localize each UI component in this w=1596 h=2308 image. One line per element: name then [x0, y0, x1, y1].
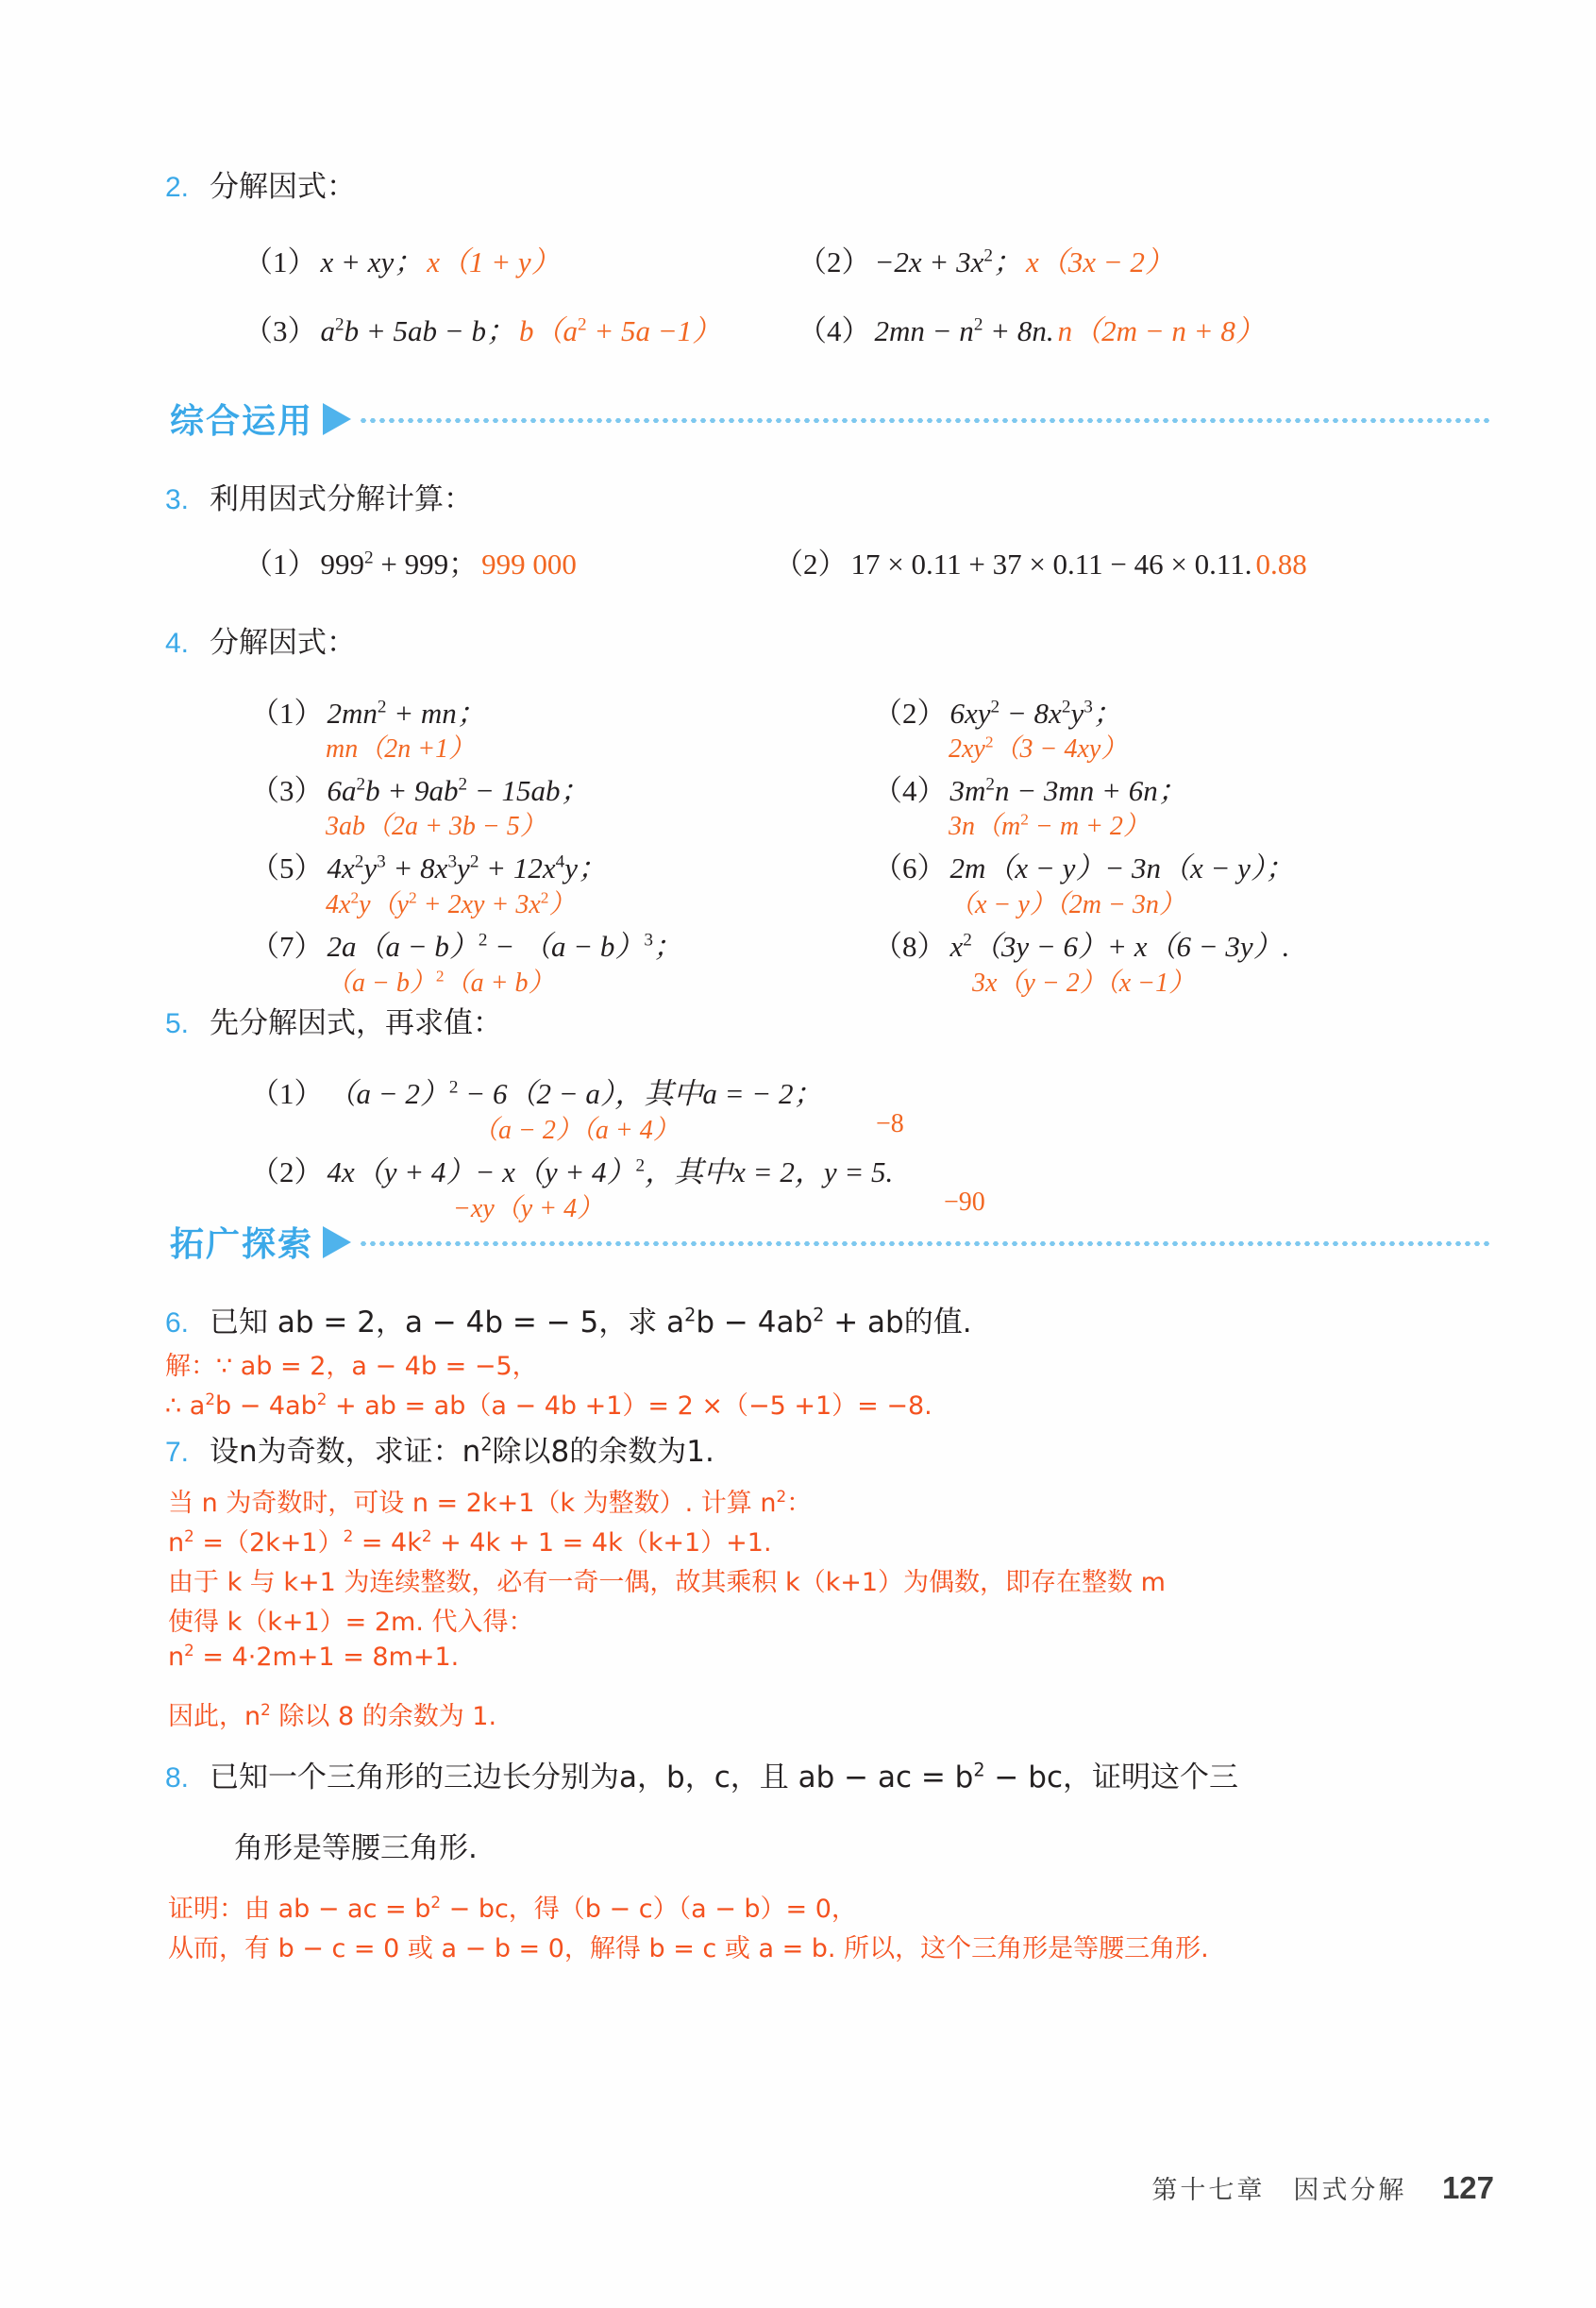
problem-stem: 设n为奇数，求证：$n^2$除以8的余数为1. — [210, 1433, 714, 1469]
item-answer: $b(a^2 + 5a -1)$ — [518, 314, 722, 347]
item-answer: 999 000 — [481, 548, 577, 581]
item-expression: $2a(a - b)^2 - (a - b)^3$； — [327, 930, 682, 963]
problem-stem: 分解因式： — [210, 626, 357, 660]
problem-5-answer-1 — [472, 1109, 680, 1147]
item-label: （1） — [250, 697, 324, 730]
solution-text: 从而，有 b − c = 0 或 a − b = 0，解得 b = c 或 a = b. 所以，这个三角形是等腰三角形. — [168, 1934, 1209, 1963]
solution-text: 当 n 为奇数时，可设 n = 2k+1（k 为整数）. 计算 $n^2$： — [168, 1487, 813, 1518]
problem-4-header — [165, 618, 356, 661]
item-label: （1） — [244, 548, 317, 581]
problem-2-item-1 — [244, 238, 561, 280]
problem-number: 5. — [165, 1008, 190, 1039]
solution-text: $n^2 =(2k+1)^2 = 4k^2 + 4k + 1 = 4k(k+1)+1$. — [168, 1526, 772, 1558]
problem-7-solution-line-1 — [168, 1482, 812, 1519]
item-label: （6） — [873, 851, 947, 884]
item-expression: $999^2 + 999$； — [320, 548, 479, 581]
problem-6-header — [165, 1298, 972, 1340]
triangle-right-icon — [323, 403, 351, 435]
problem-4-answer-4 — [949, 805, 1150, 843]
item-label: （5） — [250, 851, 324, 884]
section-header-comprehensive — [170, 395, 1491, 443]
problem-7-solution-line-4 — [168, 1601, 534, 1638]
problem-4-item-7 — [250, 922, 682, 965]
problem-7-solution-line-6 — [168, 1695, 496, 1732]
problem-4-item-3 — [250, 767, 590, 809]
solution-text: 由于 k 与 k+1 为连续整数，必有一奇一偶，故其乘积 k（k+1）为偶数，即存在整数 m — [168, 1568, 1166, 1597]
page-footer — [1151, 2169, 1494, 2206]
item-answer: $4x^2y(y^2 + 2xy + 3x^2)$ — [326, 888, 576, 919]
problem-4-answer-2 — [949, 728, 1127, 766]
problem-2-item-2 — [798, 238, 1174, 280]
item-expression: $4x^2y^3 + 8x^3y^2 + 12x^4y$； — [327, 851, 607, 884]
dotted-rule — [359, 1241, 1491, 1246]
item-label: （4） — [798, 314, 871, 347]
item-label: （8） — [873, 930, 947, 963]
problem-7-solution-line-5 — [168, 1641, 459, 1672]
problem-4-item-4 — [873, 767, 1187, 809]
item-answer: （x − y）（2m − 3n） — [949, 890, 1185, 919]
problem-4-answer-5 — [326, 884, 575, 921]
item-answer: 0.88 — [1255, 548, 1307, 581]
item-label: （3） — [250, 774, 324, 807]
problem-3-header — [165, 475, 473, 517]
item-label: （2） — [250, 1155, 324, 1188]
problem-number: 2. — [165, 172, 190, 203]
problem-7-header — [165, 1427, 714, 1470]
problem-8-stem-line-2 — [234, 1824, 478, 1866]
problem-3-item-1 — [244, 540, 577, 582]
solution-text: $n^2 = 4\cdot 2m+1 = 8m+1$. — [168, 1641, 460, 1672]
problem-stem-line-2: 角形是等腰三角形. — [234, 1831, 478, 1865]
solution-text: 证明：由 ab − ac = $b^2$ − bc，得（b − c）（a − b）= 0， — [168, 1893, 857, 1924]
problem-number: 7. — [165, 1437, 190, 1468]
problem-4-answer-8 — [972, 962, 1195, 1000]
item-answer: $2xy^2(3 - 4xy)$ — [949, 733, 1128, 764]
problem-stem: 分解因式： — [210, 170, 357, 204]
problem-8-header — [165, 1753, 1238, 1795]
triangle-right-icon — [323, 1226, 351, 1258]
problem-stem: 利用因式分解计算： — [210, 482, 474, 516]
item-answer: $3n(m^2 - m + 2)$ — [949, 810, 1150, 841]
item-expression: $6xy^2 - 8x^2y^3$； — [949, 697, 1122, 730]
item-expression: $4x(y + 4)- x(y + 4)^2$，其中x = 2，y = 5. — [327, 1155, 894, 1188]
problem-stem-line-1: 已知一个三角形的三边长分别为a，b，c，且 ab − ac = $b^2$ − bc，证明这个三 — [210, 1759, 1238, 1794]
item-label: （2） — [774, 548, 848, 581]
problem-6-solution-line-1 — [165, 1345, 538, 1382]
item-expression: $x^2(3y - 6)+ x(6 - 3y)$. — [949, 930, 1290, 963]
problem-2-item-3 — [244, 307, 721, 349]
section-title: 综合运用 — [170, 402, 314, 441]
item-label: （1） — [250, 1077, 324, 1110]
problem-5-value-1 — [876, 1109, 904, 1139]
item-label: （2） — [873, 697, 947, 730]
problem-4-answer-1 — [326, 728, 475, 766]
item-answer: （a − 2）（a + 4） — [472, 1116, 680, 1145]
item-expression: $-2x + 3x^2$； — [874, 245, 1022, 278]
problem-7-solution-line-2 — [168, 1522, 772, 1558]
problem-4-answer-7 — [326, 962, 555, 1000]
problem-2-item-4 — [798, 307, 1265, 349]
problem-7-solution-line-3 — [168, 1561, 1166, 1598]
footer-chapter: 第十七章 因式分解 — [1151, 2176, 1407, 2205]
item-expression: $2mn - n^2 + 8n$. — [874, 314, 1054, 347]
item-answer: 3ab（2a + 3b − 5） — [326, 812, 546, 841]
item-expression: $6a^2b + 9ab^2 - 15ab$； — [327, 774, 590, 807]
item-answer-value: −8 — [876, 1109, 904, 1138]
problem-3-item-2 — [774, 540, 1307, 582]
problem-4-answer-3 — [326, 805, 546, 843]
section-header-expand — [170, 1218, 1491, 1266]
dotted-rule — [359, 418, 1491, 423]
item-expression: $2mn^2$ + mn； — [327, 697, 486, 730]
problem-2-header — [165, 162, 356, 205]
item-answer: 3x（y − 2）（x −1） — [972, 969, 1196, 998]
item-expression: 2m（x − y）− 3n（x − y）； — [949, 851, 1295, 884]
item-answer: −xy（y + 4） — [453, 1194, 604, 1223]
item-expression: x + xy； — [320, 245, 424, 278]
item-expression: 17 × 0.11 + 37 × 0.11 − 46 × 0.11. — [850, 548, 1252, 581]
problem-4-item-8 — [873, 922, 1289, 965]
item-expression: $(a - 2)^2 - 6(2 - a)$，其中a = − 2； — [327, 1077, 823, 1110]
item-label: （7） — [250, 930, 324, 963]
problem-5-item-2 — [250, 1148, 893, 1190]
problem-4-answer-6 — [949, 884, 1185, 921]
problem-6-solution-line-2 — [165, 1385, 932, 1422]
item-answer-value: −90 — [944, 1188, 985, 1217]
problem-8-solution-line-2 — [168, 1928, 1209, 1964]
problem-number: 3. — [165, 484, 190, 515]
item-expression: $3m^2n - 3mn + 6n$； — [949, 774, 1187, 807]
page-number: 127 — [1441, 2170, 1494, 2205]
item-answer: $(a - b)^2(a + b)$ — [326, 967, 555, 998]
problem-number: 4. — [165, 628, 190, 659]
problem-stem: 先分解因式，再求值： — [210, 1006, 503, 1040]
problem-4-item-5 — [250, 844, 607, 886]
problem-8-solution-line-1 — [168, 1888, 857, 1925]
problem-5-header — [165, 999, 502, 1041]
item-label: （4） — [873, 774, 947, 807]
item-label: （2） — [798, 245, 871, 278]
solution-text: ∴ $a^2b - 4ab^2$ + ab = ab（a − 4b +1）= 2 ×（−5 +1）= −8. — [165, 1390, 932, 1421]
problem-4-item-6 — [873, 844, 1294, 886]
solution-text: 使得 k（k+1）= 2m. 代入得： — [168, 1608, 534, 1637]
solution-text: 因此，$n^2$ 除以 8 的余数为 1. — [168, 1700, 497, 1731]
problem-stem: 已知 ab = 2，a − 4b = − 5，求 $a^2b - 4ab^2$ + ab的值. — [210, 1304, 972, 1339]
problem-4-item-2 — [873, 689, 1122, 732]
item-label: （3） — [244, 314, 317, 347]
problem-number: 8. — [165, 1762, 190, 1794]
solution-text: 解：∵ ab = 2，a − 4b = −5， — [165, 1352, 538, 1381]
item-answer: x（1 + y） — [427, 245, 561, 278]
item-answer: n（2m − n + 8） — [1057, 314, 1265, 347]
problem-number: 6. — [165, 1307, 190, 1339]
section-title: 拓广探索 — [170, 1225, 314, 1264]
item-label: （1） — [244, 245, 317, 278]
item-answer: x（3x − 2） — [1025, 245, 1174, 278]
item-expression: $a^2b + 5ab - b$； — [320, 314, 515, 347]
problem-5-item-1 — [250, 1070, 822, 1112]
problem-5-value-2 — [944, 1188, 985, 1218]
problem-4-item-1 — [250, 689, 486, 732]
item-answer: mn（2n +1） — [326, 734, 476, 764]
